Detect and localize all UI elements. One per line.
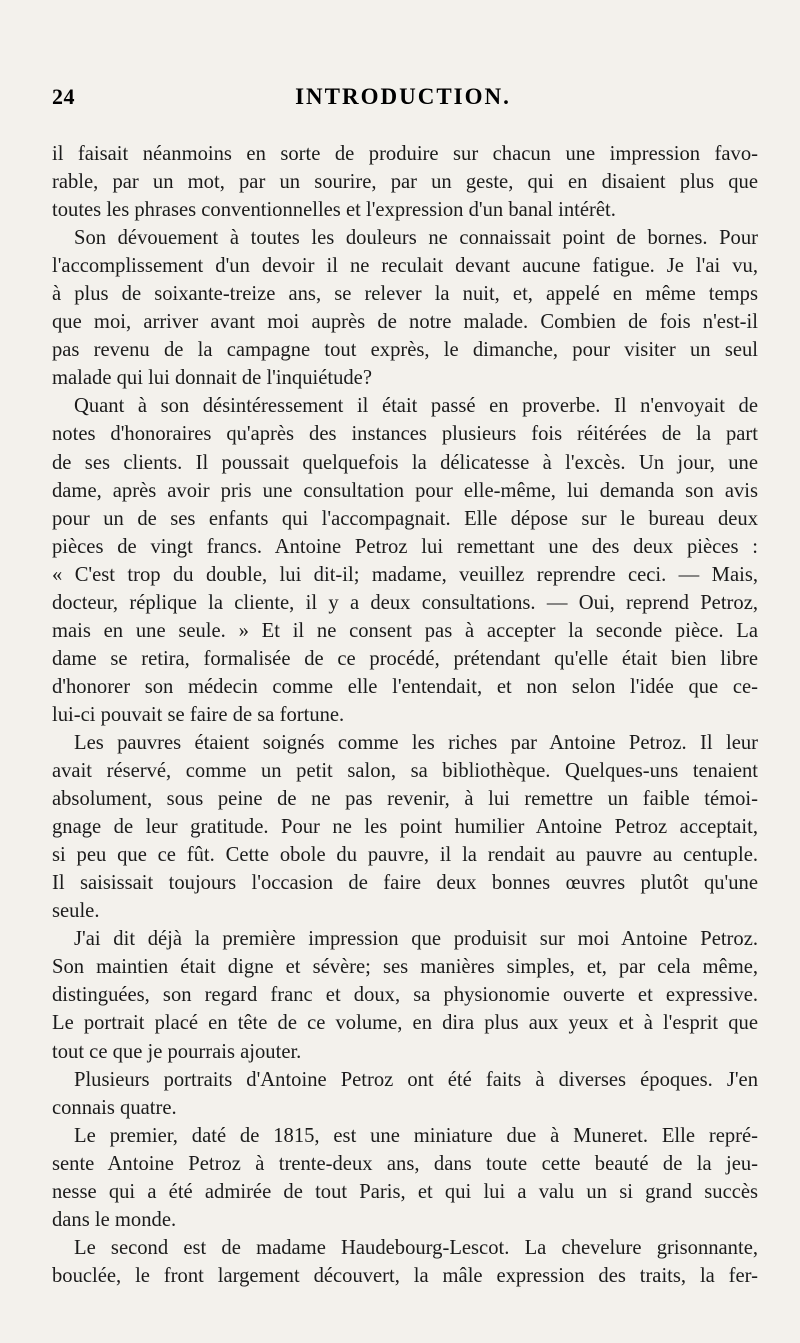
text-line: si peu que ce fût. Cette obole du pauvre, il la rendait au pauvre au centuple. (52, 844, 758, 867)
text-line: l'accomplissement d'un devoir il ne reculait devant aucune fatigue. Je l'ai vu, (52, 255, 758, 278)
text-line: Quant à son désintéressement il était passé en proverbe. Il n'envoyait de (74, 395, 758, 418)
text-line: « C'est trop du double, lui dit-il; madame, veuillez reprendre ceci. — Mais, (52, 563, 758, 586)
text-line: Le second est de madame Haudebourg-Lescot. La chevelure grisonnante, (74, 1236, 758, 1259)
text-line: malade qui lui donnait de l'inquiétude? (52, 367, 372, 390)
text-line: dame, après avoir pris une consultation pour elle-même, lui demanda son avis (52, 479, 758, 502)
text-line: pour un de ses enfants qui l'accompagnait. Elle dépose sur le bureau deux (52, 507, 758, 530)
text-line: bouclée, le front largement découvert, la mâle expression des traits, la fer- (52, 1264, 758, 1287)
text-line: seule. (52, 900, 100, 923)
text-line: distinguées, son regard franc et doux, sa physionomie ouverte et expressive. (52, 984, 758, 1007)
text-line: Il saisissait toujours l'occasion de faire deux bonnes œuvres plutôt qu'une (52, 872, 758, 895)
text-line: rable, par un mot, par un sourire, par un geste, qui en disaient plus que (52, 171, 758, 194)
text-line: Son maintien était digne et sévère; ses manières simples, et, par cela même, (52, 956, 758, 979)
text-line: pas revenu de la campagne tout exprès, le dimanche, pour visiter un seul (52, 339, 758, 362)
text-line: gnage de leur gratitude. Pour ne les point humilier Antoine Petroz acceptait, (52, 816, 758, 839)
text-line: mais en une seule. » Et il ne consent pas à accepter la seconde pièce. La (52, 619, 758, 642)
text-line: notes d'honoraires qu'après des instances plusieurs fois réitérées de la part (52, 423, 758, 446)
text-line: de ses clients. Il poussait quelquefois la délicatesse à l'excès. Un jour, une (52, 451, 758, 474)
text-line: tout ce que je pourrais ajouter. (52, 1040, 302, 1063)
text-line: dans le monde. (52, 1208, 177, 1231)
text-line: lui-ci pouvait se faire de sa fortune. (52, 703, 345, 726)
text-line: Le portrait placé en tête de ce volume, en dira plus aux yeux et à l'esprit que (52, 1012, 758, 1035)
text-line: que moi, arriver avant moi auprès de notre malade. Combien de fois n'est-il (52, 311, 758, 334)
text-line: nesse qui a été admirée de tout Paris, et qui lui a valu un si grand succès (52, 1180, 758, 1203)
text-line: Son dévouement à toutes les douleurs ne connaissait point de bornes. Pour (74, 227, 758, 250)
text-line: à plus de soixante-treize ans, se relever la nuit, et, appelé en même temps (52, 283, 758, 306)
text-line: pièces de vingt francs. Antoine Petroz lui remettant une des deux pièces : (52, 535, 758, 558)
text-line: d'honorer son médecin comme elle l'entendait, et non selon l'idée que ce- (52, 675, 758, 698)
page-header (52, 84, 754, 120)
text-line: avait réservé, comme un petit salon, sa bibliothèque. Quelques-uns tenaient (52, 760, 758, 783)
text-line: sente Antoine Petroz à trente-deux ans, dans toute cette beauté de la jeu- (52, 1152, 758, 1175)
text-line: il faisait néanmoins en sorte de produire sur chacun une impression favo- (52, 143, 758, 165)
text-line: Plusieurs portraits d'Antoine Petroz ont été faits à diverses époques. J'en (74, 1068, 758, 1091)
page-number: 24 (52, 84, 75, 109)
text-line: Les pauvres étaient soignés comme les riches par Antoine Petroz. Il leur (74, 731, 758, 754)
text-line: Le premier, daté de 1815, est une miniature due à Muneret. Elle repré- (74, 1124, 758, 1147)
text-line: toutes les phrases conventionnelles et l'expression d'un banal intérêt. (52, 199, 616, 222)
text-line: docteur, réplique la cliente, il y a deux consultations. — Oui, reprend Petroz, (52, 591, 758, 614)
body-text (52, 140, 758, 1290)
text-line: connais quatre. (52, 1096, 177, 1119)
text-line: absolument, sous peine de ne pas revenir, à lui remettre un faible témoi- (52, 788, 758, 811)
text-line: dame se retira, formalisée de ce procédé, prétendant qu'elle était bien libre (52, 647, 758, 670)
running-title: INTRODUCTION. (295, 84, 511, 109)
text-line: J'ai dit déjà la première impression que produisit sur moi Antoine Petroz. (74, 928, 758, 951)
